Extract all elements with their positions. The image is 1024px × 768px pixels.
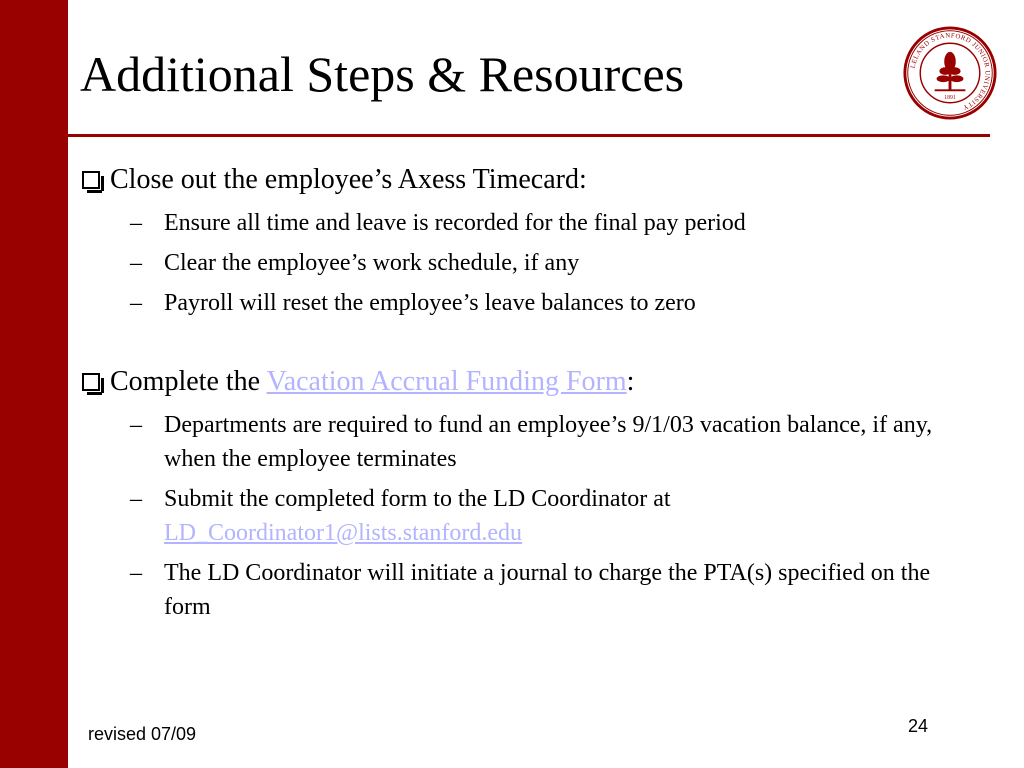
section-1-heading: Close out the employee’s Axess Timecard: [110, 164, 587, 195]
title-divider [68, 134, 990, 137]
stanford-seal-logo [902, 25, 998, 121]
left-accent-bar [0, 0, 68, 768]
sub-bullet-text: The LD Coordinator will initiate a journal to charge the PTA(s) specified on the form [164, 560, 931, 620]
sub-bullet-text: Payroll will reset the employee’s leave balances to zero [164, 290, 696, 316]
bullet-section-1 [82, 162, 962, 198]
checkbox-bullet-icon [82, 373, 100, 391]
seal-ring-text: LELAND STANFORD JUNIOR UNIVERSITY [909, 32, 991, 112]
sub-bullet-text [164, 482, 671, 550]
dash-bullet-icon: – [130, 290, 142, 316]
bullet-section-2 [82, 364, 962, 400]
sub-bullet [130, 206, 962, 240]
submit-text: Submit the completed form to the LD Coordinator at [164, 486, 671, 512]
seal-year: 1891 [944, 94, 956, 101]
dash-bullet-icon: – [130, 412, 142, 438]
checkbox-bullet-icon [82, 171, 100, 189]
section-2-heading-prefix: Complete the [110, 366, 267, 397]
page-number: 24 [908, 716, 929, 736]
sub-bullet [130, 408, 962, 476]
sub-bullet-text: Clear the employee’s work schedule, if any [164, 250, 580, 276]
dash-bullet-icon: – [130, 486, 142, 512]
revised-date: revised 07/09 [88, 724, 197, 744]
section-2-heading [110, 364, 634, 400]
sub-bullet [130, 286, 962, 320]
dash-bullet-icon: – [130, 210, 142, 236]
ld-coordinator-email-link[interactable]: LD_Coordinator1@lists.stanford.edu [164, 520, 523, 546]
sub-bullet-text: Departments are required to fund an employee’s 9/1/03 vacation balance, if any, when the employee terminates [164, 412, 933, 472]
sub-bullet [130, 556, 962, 624]
dash-bullet-icon: – [130, 560, 142, 586]
sub-bullet [130, 482, 962, 550]
vacation-accrual-form-link[interactable]: Vacation Accrual Funding Form [266, 366, 627, 397]
sub-bullet [130, 246, 962, 280]
slide-body [82, 162, 962, 630]
slide-title: Additional Steps & Resources [80, 46, 685, 102]
dash-bullet-icon: – [130, 250, 142, 276]
section-2-heading-suffix: : [626, 366, 635, 397]
sub-bullet-text: Ensure all time and leave is recorded for the final pay period [164, 210, 746, 236]
